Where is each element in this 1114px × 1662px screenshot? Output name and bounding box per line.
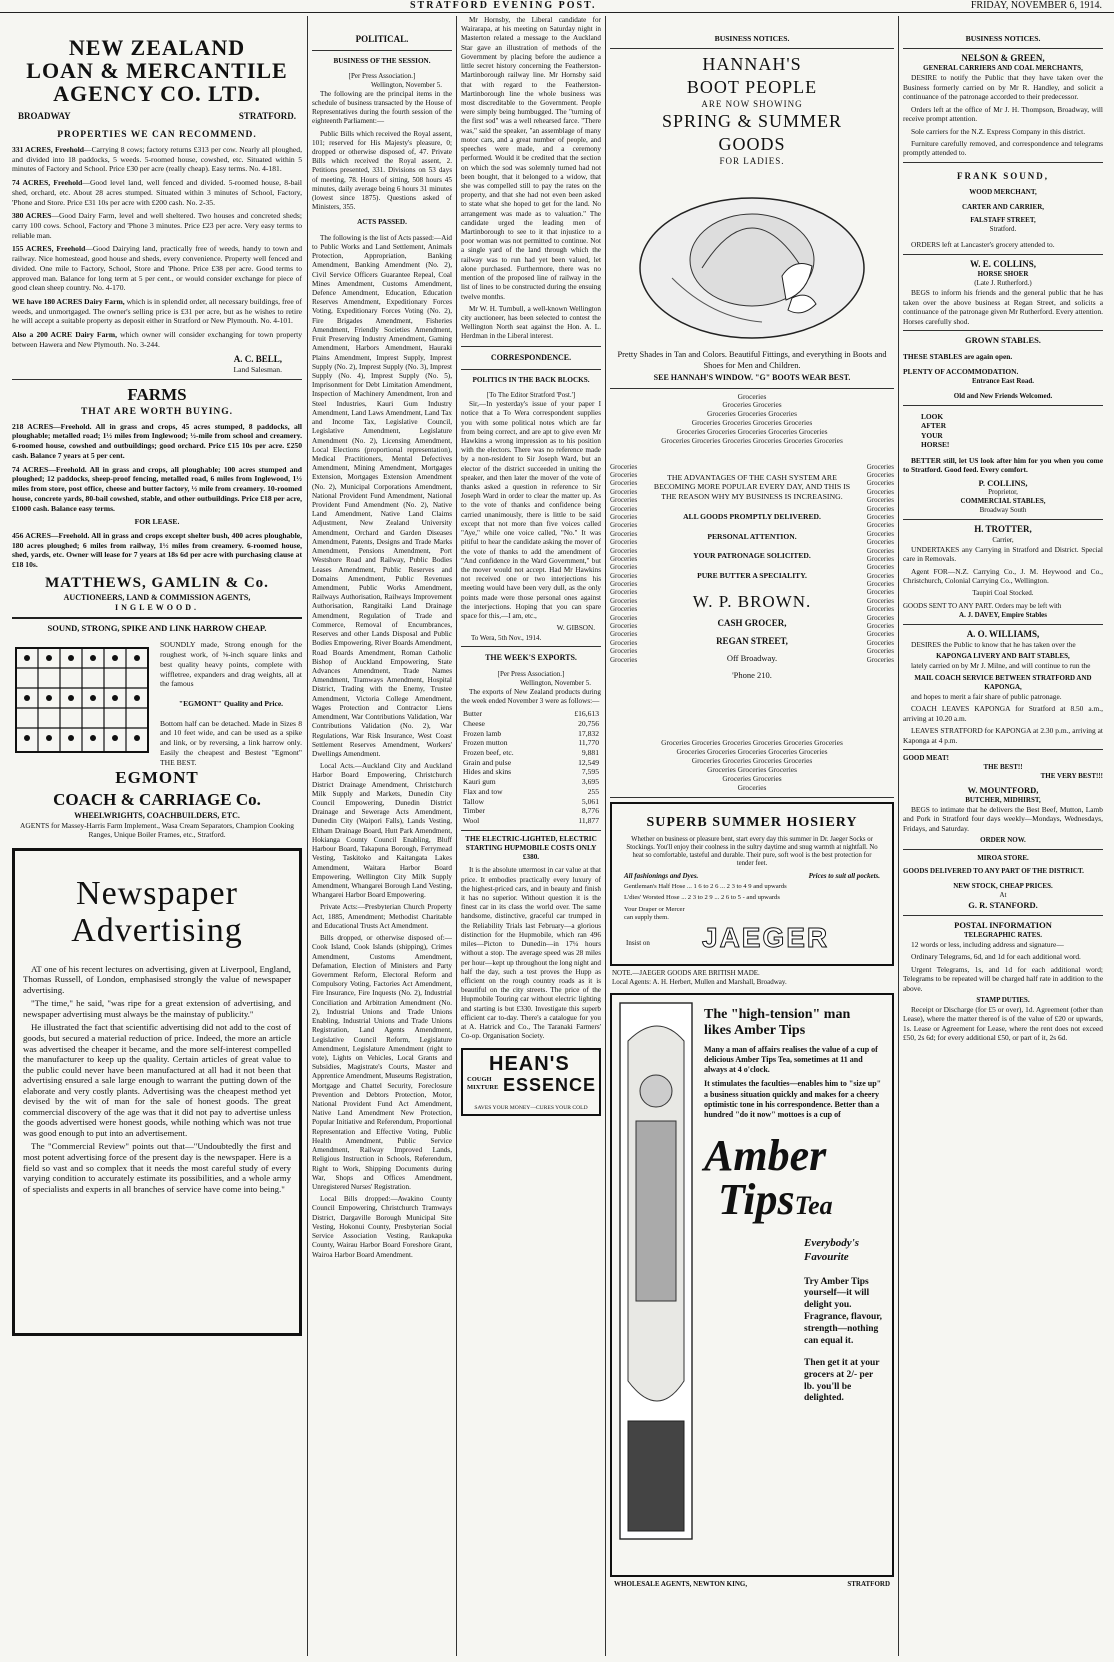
williams-coach-2: LEAVES STRATFORD for KAPONGA at 2.30 p.m., arriving at Kaponga at 4 p.m. — [903, 726, 1103, 745]
divider — [903, 749, 1103, 750]
collins2-name: P. COLLINS, — [978, 477, 1028, 488]
telegraphic-rule: 12 words or less, including address and signature— — [911, 939, 1064, 949]
grocer-text-4: YOUR PATRONAGE SOLICITED. — [693, 551, 811, 561]
article-para: AT one of his recent lectures on advertising, given at Liverpool, England, Thomas Russell, of London, emphasised strongly the value of newspaper advertising. — [23, 963, 291, 995]
groceries-pattern-bottom: Groceries Groceries Groceries Groceries Groceries Groceries Groceries Groceries Groceries Groceries Groceries Groceries Groceries Groceries Groceries Groceries Groceries Groceries Groceries Groceries Groceries — [661, 738, 843, 792]
heans-title: HEAN'S — [489, 1052, 570, 1075]
article-para: The following is the list of Acts passed:—Aid to Public Works and Land Settlement, Animals Protection, Appropriation, Banking Amendment, Banking Amendment (No. 2), Civil Service Officers Guarantee Repeal, Coal Mines Amendment, Customs Amendment, Defence Amendment, Education, Education Reserves Amendment, Expeditionary Forces Voting, Expeditionary Forces Voting (No. 2), Fire Brigades Amendment, Fisheries Amendment, Friendly Societies Amendment, Fruit Preserving Industry Amendment, Gaming Amendment, Harbors Amendment, Hauraki Plains Amendment, Imprest Supply, Imprest Supply (No. 2), Imprest Supply (No. 3), Imprest Supply (No. 4), Imprest Supply (No. 5), Imprisonment for Debt Limitation Amendment, Inspection of Machinery Amendment, Iron and Steel Industries, Kauri Gum Industry Amendment, Land Laws Amendment, Land Tax and Income Tax, Legislative Council, Legislative Amendment, Legislature Amendment (No. 2), Licensing Amendment, Local Elections (proportional representation), Medical Practitioners, Mental Defectives Amendment, Mining Amendment, Mortgages Extension, Mortgages Extension Amendment (No. 2), Municipal Corporations Amendment, National Provident Fund Amendment, National Provident Fund Amendment (No. 2), Native Land Amendment, Native Land Claims Adjustment, New Zealand University Amendment, Orchard and Garden Diseases Amendment, Patents, Designs and Trade Marks Amendment, Pensions Amendment, Port Westshore Road and Railway, Public Bodies Leases Amendment, Public Reserves and Domains Amendment, Public Revenues Amendment, Public Works Amendment, Railways Authorisation, Railways Improvement Authorisation, Rangitaiki Land Drainage Amendment, Regulation of Trade and Commerce, Removal of Encumbrances, Reserves and other Lands Disposal and Public Bodies Empowering, River Boards Amendment, Road Boards Amendment, Roman Catholic Bishop of Auckland Empowering, State Advances Amendment, Trade Names Amendment, Tramways Amendment, Hospital District, Trading with the Enemy, Trustee Amendment, Victoria College Amendment, Wages Protection and Contractor Liens Amendment, War Contributions Validation, War Contributions Validation (No. 2), War Regulations, War Risk Insurance, West Coast Settlement Reserves Amendment, Workers' Dwellings Amendment. — [312, 233, 452, 758]
trotter-goods: GOODS SENT TO ANY PART. Orders may be left with — [903, 601, 1062, 610]
exports-table — [461, 709, 601, 826]
export-value: 8,776 — [581, 806, 599, 816]
grown-entrance: Entrance East Road. — [971, 376, 1035, 385]
amber-para-4: Then get it at your grocers at 2/- per lb. you'll be delighted. — [804, 1357, 880, 1404]
stamp-rule: Receipt or Discharge (for £5 or over), 1d. Agreement (other than Lease), where the matter thereof is of the value of £20 or upwards, 1s. Lease or Agreement for Lease, where the rent does not exceed £50, 2s 6d; for every additional £50, or part of it, 2s 6d. — [903, 1005, 1103, 1043]
property-item: 331 ACRES, Freehold—Carrying 8 cows; factory returns £313 per cow. Nearly all ploughed, and divided into 18 paddocks, 5 weeds. 5-roomed house, cowshed, etc. Situated within 5 minutes of Factory and School. Price £30 per acre (really cheap). Easy terms. No. 4-181. — [12, 144, 302, 174]
telegraphic-rule: Urgent Telegrams, 1s, and 1d for each additional word; Telegrams to be repeated will be charged half rate in addition to the above. — [903, 964, 1103, 993]
export-item: Frozen beef, etc. — [463, 747, 514, 757]
jaeger-draper: Your Draper or Mercer can supply them. — [624, 905, 685, 922]
column-4 — [610, 16, 894, 1656]
hannah-line-1: HANNAH'S — [702, 53, 802, 74]
harrow-heading: SOUND, STRONG, SPIKE AND LINK HARROW CHEAP. — [47, 623, 267, 634]
good-meat: GOOD MEAT! — [903, 754, 949, 763]
jaeger-title: SUPERB SUMMER HOSIERY — [646, 814, 858, 830]
hupmobile-heading: THE ELECTRIC-LIGHTED, ELECTRIC STARTING HUPMOBILE COSTS ONLY £380. — [465, 834, 597, 862]
export-item: Tallow — [463, 796, 484, 806]
firm-matthews-loc: INGLEWOOD. — [114, 603, 199, 613]
lease-heading: FOR LEASE. — [134, 517, 180, 527]
divider — [610, 797, 894, 798]
telegraphic-heading: TELEGRAPHIC RATES. — [963, 930, 1043, 939]
correspondence-date: To Wera, 5th Nov., 1914. — [471, 633, 542, 642]
property-item: 380 ACRES—Good Dairy Farm, level and well sheltered. Two houses and concreted sheds; carry 100 cows. School, Factory and 'Phone 3 minutes. Price £23 per acre. Very easy terms to reliable man. — [12, 211, 302, 240]
export-item: Kauri gum — [463, 777, 496, 787]
hannah-line-2: BOOT PEOPLE — [686, 76, 818, 97]
loan-loc-right: STRATFORD. — [238, 111, 296, 122]
exports-row — [461, 729, 601, 739]
farm-item: 74 ACRES—Freehold. All in grass and crops, all ploughable; 100 acres stumped and ploughed; 12 paddocks, sheep-proof fencing, metalled road, 6 miles from Inglewood, 1½ miles from store, post office, cheese and butter factory, ½ mile from creamery. 10-roomed house, concrete yards, 80-bail cowshed, stable, and other outbuildings. Price £18 per acre, £1000 cash. Balance easy terms. — [12, 464, 302, 513]
loan-name-3: AGENCY CO. LTD. — [53, 81, 261, 107]
divider — [610, 388, 894, 389]
firm-matthews: MATTHEWS, GAMLIN & Co. — [45, 574, 269, 591]
column-3 — [461, 16, 601, 1656]
column-rule — [307, 16, 308, 1656]
farms-subheading: THAT ARE WORTH BUYING. — [80, 406, 234, 417]
williams-name: A. O. WILLIAMS, — [966, 628, 1040, 639]
divider — [461, 369, 601, 370]
amber-footer — [614, 1580, 890, 1589]
amber-footer-left: WHOLESALE AGENTS, NEWTON KING, — [614, 1579, 748, 1588]
exports-row — [461, 719, 601, 729]
the-very-best: THE VERY BEST!!! — [1040, 772, 1103, 781]
hannah-line-3: ARE NOW SHOWING — [701, 98, 803, 109]
collins-sub: HORSE SHOER — [977, 270, 1029, 279]
nelson-body: Sole carriers for the N.Z. Express Company in this district. — [911, 126, 1086, 136]
williams-body: DESIRES the Public to know that he has taken over the — [911, 640, 1076, 650]
harrow-illustration — [12, 642, 152, 760]
export-item: Frozen mutton — [463, 738, 508, 748]
firm-egmont-2: COACH & CARRIAGE Co. — [53, 790, 261, 809]
heans-mixture: MIXTURE — [467, 1083, 499, 1091]
export-value: 9,881 — [581, 747, 599, 757]
trotter-agents: Agent FOR—N.Z. Carrying Co., J. M. Heywood and Co., Christchurch, Colonial Carrying Co., Wellington. — [903, 566, 1103, 586]
trotter-body: UNDERTAKES any Carrying in Stratford and District. Special care in Removals. — [903, 544, 1103, 564]
at: At — [999, 891, 1007, 900]
export-item: Wool — [463, 815, 480, 825]
grocer-off: Off Broadway. — [726, 653, 778, 664]
article-title-2: Advertising — [71, 912, 243, 950]
exports-row — [461, 738, 601, 748]
divider — [903, 624, 1103, 625]
article-para: Public Bills which received the Royal assent, 101; reserved for His Majesty's pleasure, 0; dropped or otherwise disposed of, 47. Private Bills which received the Royal assent, 2. Petitions presented, 331. Divisions on 53 days of meeting, 78. Hours of sitting, 508 hours 45 minutes, daily average being 6 hours 31 minutes (lowest since 1875). Questions asked of Ministers, 355. — [312, 129, 452, 212]
column-rule — [605, 16, 606, 1656]
export-value: 11,877 — [578, 815, 599, 825]
look-4: HORSE! — [921, 440, 950, 450]
grocer-text-2: ALL GOODS PROMPTLY DELIVERED. — [683, 511, 821, 521]
postal-heading: POSTAL INFORMATION — [954, 919, 1052, 930]
acts-heading: ACTS PASSED. — [357, 218, 407, 227]
nelson-sub: GENERAL CARRIERS AND COAL MERCHANTS, — [923, 64, 1083, 73]
ladies-hat-illustration — [632, 168, 872, 350]
grocer-phone: 'Phone 210. — [732, 670, 772, 681]
divider — [12, 617, 302, 619]
correspondence-subheading: POLITICS IN THE BACK BLOCKS. — [472, 375, 590, 384]
jaeger-row-2: L'dies' Worsted Hose ... 2 3 to 2 9 ... 2 6 to 5 - and upwards — [624, 893, 780, 901]
article-para: Private Acts:—Presbyterian Church Property Act, 1885, Amendment; Methodist Charitable and Educational Trusts Act Amendment. — [312, 903, 452, 930]
look-2: AFTER — [921, 421, 947, 431]
jaeger-hosiery-ad — [610, 802, 894, 966]
hannah-footer: SEE HANNAH'S WINDOW. "G" BOOTS WEAR BEST. — [653, 373, 851, 383]
trotter-name: H. TROTTER, — [974, 524, 1032, 535]
column-rule — [456, 16, 457, 1656]
exports-row — [461, 787, 601, 797]
dateline: Wellington, November 5. — [371, 80, 442, 89]
newspaper-advertising-article — [12, 848, 302, 1336]
loan-agency-ad — [12, 36, 302, 375]
article-para: He illustrated the fact that scientific advertising did not add to the cost of goods, but secured a material reduction of price. Indeed, the more an article was advertised the cheaper it became, and the more self-interest compelled the manufacturer to keep up the quality. Certain articles of great value to the public could never have been manufactured at all had it not been that advertising ensured a sale large enough to warrant the putting down of the elaborate and very costly plants. Advertising was the cheapest method yet devised by the wit of man for the sale of honest goods. The great commercial discovery of the age was that it did not pay to advertise unless the goods advertised were honest goods, while nothing which was not true was good enough to put into an advertisement. — [23, 1022, 291, 1138]
divider — [903, 519, 1103, 520]
hannah-caption: Pretty Shades in Tan and Colors. Beautiful Fittings, and everything in Boots and Shoes for Men and Children. — [617, 349, 887, 370]
collins-late: (Late J. Rutherford.) — [974, 279, 1032, 288]
amber-footer-right: STRATFORD — [847, 1579, 890, 1588]
mountford-body: BEGS to intimate that he delivers the Best Beef, Mutton, Lamb and Pork in Stratford four days weekly—Mondays, Wednesdays, Fridays, and Saturday. — [903, 804, 1103, 833]
divider — [461, 646, 601, 647]
exports-row — [461, 748, 601, 758]
the-best: THE BEST!! — [983, 763, 1023, 772]
article-para: The "Commercial Review" points out that—"Undoubtedly the first and most potent advertising force of the present day is the newspaper. Here is a field so vast and so complex that it needs the most careful study of every varying condition to accurately estimate its possibilities, and a whole army of specialists and experts in all branches of service have come into being." — [23, 1141, 291, 1194]
order-now: ORDER NOW. — [980, 836, 1026, 845]
look-3: YOUR — [921, 430, 943, 440]
amber-para-2: It stimulates the faculties—enables him to "size up" a business situation quickly and makes for a cheery optimistic tone in his correspondence. Better than a hundred "do it now" mottoes is a cup of — [704, 1079, 882, 1120]
property-item: WE have 180 ACRES Dairy Farm, which is in splendid order, all necessary buildings, free of weeds, and unmortgaged. The owner's selling price is £31 per acre, but as he wishes to retire he will accept a suitable property as deposit either in Stratford or New Plymouth. No. 4-101. — [12, 297, 302, 326]
farm-item: 218 ACRES—Freehold. All in grass and crops, 45 acres stumped, 8 paddocks, all ploughable; metalled road; 1½ miles from Inglewood; ½-mile from school and creamery. 6-roomed house, cowshed and outbuildings; good orchard. Price £15 10s per acre. £250 cash. Balance 7 years at 5 per cent. — [12, 421, 302, 460]
amber-para-3: Try Amber Tips yourself—it will delight you. Fragrance, flavour, strength—nothing can equal it. — [804, 1276, 883, 1346]
masthead — [0, 0, 1114, 13]
export-item: Frozen lamb — [463, 728, 502, 738]
divider — [903, 254, 1103, 255]
loan-location — [18, 111, 296, 123]
divider — [903, 48, 1103, 49]
collins-name: W. E. COLLINS, — [970, 258, 1036, 269]
grocer-trade: CASH GROCER, — [717, 618, 787, 629]
divider — [903, 330, 1103, 331]
stanford-name: G. R. STANFORD. — [968, 900, 1038, 911]
groceries-left-column: Groceries Groceries Groceries Groceries Groceries Groceries Groceries Groceries Groceries Groceries Groceries Groceries Groceries Groceries Groceries Groceries Groceries Groceries Groceries Groceries Groceries Groceries Groceries Groceries — [610, 462, 638, 664]
nelson-name: NELSON & GREEN, — [961, 52, 1045, 63]
harrow-text-1: SOUNDLY made, Strong enough for the roughest work, of ⅝-inch square links and best quality heavy points, complete with wiffletree, expanders and drag weights, all at the famous — [160, 640, 302, 689]
jaeger-prices: Prices to suit all pockets. — [808, 872, 880, 881]
harrow-text-2: Bottom half can be detached. Made in Sizes 8 and 10 feet wide, and can be used as a spike and link, or by reversing, a link harrow only. Easily the cheapest and Bestest "Egmont" THE BEST. — [160, 718, 302, 767]
exports-row — [461, 758, 601, 768]
political-heading: POLITICAL. — [355, 34, 409, 44]
telegraphic-rule: Ordinary Telegrams, 6d, and 1d for each additional word. — [911, 952, 1081, 962]
collins-body: BEGS to inform his friends and the general public that he has taken over the above business at Regan Street, and solicits a continuance of the patronage given Mr Rutherford. Every attention. Horses carefully shod. — [903, 288, 1103, 326]
export-item: Hides and skins — [463, 767, 512, 777]
divider — [312, 50, 452, 51]
property-item: Also a 200 ACRE Dairy Farm, which owner will consider exchanging for town property between Hawera and New Plymouth. No. 3-244. — [12, 330, 302, 349]
article-para: Local Acts.—Auckland City and Auckland Harbor Board Empowering, Christchurch District Drainage Amendment, Christchurch Milk Supply and Markets, Dunedin City Council Empowering, Dunedin District Drainage and Sewerage Acts Amendment, Dunedin City (Waipori Falls), Lands Vesting, Eltham Drainage Board, Hutt Park Amendment, Hokianga County Council Enabling, Bluff Harbour Board, Takapuna Borough, Ferrymead Vesting, Taskitoko and Kaitangata Lakes Amendment, Waitara Harbor Board Empowering, Wellington City Milk Supply Amendment, Whangarei Borough Land Vesting, Whangarei Harbor Board Empowering. — [312, 762, 452, 900]
mountford-name: W. MOUNTFORD, — [967, 785, 1039, 796]
export-value: 255 — [587, 786, 599, 796]
loan-name-1: NEW ZEALAND — [68, 35, 246, 60]
nelson-body: Orders left at the office of Mr J. H. Thompson, Broadway, will receive prompt attention. — [903, 104, 1103, 124]
exports-row — [461, 816, 601, 826]
trotter-sub: Carrier, — [992, 535, 1014, 544]
jaeger-note: NOTE.—JAEGER GOODS ARE BRITISH MADE. — [612, 968, 760, 977]
article-para: Mr W. H. Turnbull, a well-known Wellington city auctioneer, has been selected to contest the Wellington North seat against the Hon. A. L. Herdman in the Liberal interest. — [461, 304, 601, 341]
exports-row — [461, 777, 601, 787]
export-value: 20,756 — [578, 718, 599, 728]
frank-name: FRANK SOUND, — [956, 170, 1049, 181]
grocer-name: W. P. BROWN. — [692, 591, 812, 611]
divider — [903, 915, 1103, 916]
amber-para-1: Many a man of affairs realises the value of a cup of delicious Amber Tips Tea, sometimes at 11 and always at 4 o'clock. — [704, 1044, 878, 1075]
export-item: Cheese — [463, 718, 485, 728]
williams-coach: MAIL COACH SERVICE BETWEEN STRATFORD AND KAPONGA, — [914, 673, 1092, 691]
exports-row — [461, 806, 601, 816]
article-para: Bills dropped, or otherwise disposed of:—Cook Island, Cook Islands (shipping), Crimes Amendment, Customs Amendment, Defamation, Election of Ministers and Party Government Reform, Electoral Reform and Compulsory Voting, Factories Act Amendment, Fire Insurance, Fire Inquests (No. 2), Industrial Conciliation and Arbitration Amendment (No. 2), Industrial Unions and Trade Unions Enabling, Industrial Unions and Trade Unions Registration, Land Agents Amendment, Legislative Council Reform, Legislature Amendment, Legislature Amendment (right to vote), Lights on Vehicles, Local Grants and Subsidies, Magistrate's Courts, Master and Apprentice Amendment, Museums Registration, Mortgage and Chattel Security, Foreclosure Prevention and Debtors Protection, Motor, National Provident Fund Act Amendment, Native Land Amendment New Protection, Popular Initiative and Referendum, Proportional Representation and Effective Voting, Public Health Amendment, Public Service Amendment, Railway Improved Lands, Religious Instruction in Schools, Referendum, Right to Work, Shipping Documents during War, Shops and Offices Amendment, Unregistered Nurses' Registration. — [312, 934, 452, 1192]
jaeger-row-1: Gentleman's Half Hose ... 1 6 to 2 6 ... 2 3 to 4 9 and upwards — [624, 883, 787, 891]
exports-row — [461, 767, 601, 777]
property-item: 74 ACRES, Freehold—Good level land, well fenced and divided. 5-roomed house, 8-bail shed, orchard, etc. About 28 acres stumped. Situated within 3 minutes of School, Factory, 'Phone and Store. Price £31 10s per acre with £200 cash. No. 2-35. — [12, 178, 302, 207]
firm-egmont-agents: AGENTS for Massey-Harris Farm Implement., Wasa Cream Separators, Champion Cooking Ranges, Unique Boiler Frames, etc., Stratford. — [20, 820, 294, 840]
jaeger-agents: Local Agents: A. H. Herbert, Mullen and Marshall, Broadway. — [612, 977, 787, 986]
press-association: [Per Press Association.] — [348, 71, 416, 80]
article-para: Mr Hornsby, the Liberal candidate for Wairarapa, at his meeting on Saturday night in Masterton related a message to the Auckland Star gave an illustration of methods of the Government by placing before the audience a little secret history concerning the Featherston-Martinborough railway line. Mr Hornsby said that with regard to the Featherston-Martinborough line the whole business was most discreditable to the Government. People were simply being humbugged. The "turning of the first sod" was a well rehearsed farce. "There was," said the speaker, "an assemblage of many motor cars, and a great number of people, and speeches were made, and a ceremony performed. Would it be credited that the section on which the sod was solemnly turned had not been bought, that it belonged to a widow, that she was compelled still to pay the rates on the property, and that she had not even been asked to state what she hoped to get for the land. No arrangement was made as to valuation." The candidate urged the leading men of Martinborough to see to it that injustice to a poor woman was not permitted to continue. Not a single yard of the land through which the railway was to run had yet been valued, let alone purchased. Furthermore, there was no mention of the proposed line of railway in the list of lines to be constructed during the ensuing twelve months. — [461, 16, 601, 301]
article-para: The exports of New Zealand products during the week ended November 3 were as follows:— — [461, 687, 601, 705]
export-value: 3,695 — [581, 777, 599, 787]
frank-sub-4: Stratford. — [989, 225, 1017, 234]
correspondence-signature: W. GIBSON. — [556, 624, 595, 633]
exports-press: [Per Press Association.] — [497, 669, 565, 678]
williams-body-3: and hopes to merit a fair share of public patronage. — [911, 691, 1062, 701]
divider — [610, 48, 894, 49]
firm-matthews-sub: AUCTIONEERS, LAND & COMMISSION AGENTS, — [63, 593, 251, 602]
williams-coach-1: COACH LEAVES KAPONGA for Stratford at 8.50 a.m., arriving at 10.20 a.m. — [903, 704, 1103, 723]
groceries-right-column: Groceries Groceries Groceries Groceries Groceries Groceries Groceries Groceries Groceries Groceries Groceries Groceries Groceries Groceries Groceries Groceries Groceries Groceries Groceries Groceries Groceries Groceries Groceries Groceries — [866, 462, 894, 664]
williams-body-2: lately carried on by Mr J. Milne, and will continue to run the — [911, 661, 1091, 671]
lease-text: 456 ACRES—Freehold. All in grass and crops except shelter bush, 400 acres ploughable, 180 acres ploughed; 6 miles from railway, 1½ miles from creamery. 6-roomed house, shed, yards, etc. Owner will lease for 7 years at 18s 6d per acre with purchasing clause at £18 10s. — [12, 530, 302, 570]
heans-cough: COUGH — [467, 1075, 492, 1083]
correspondence-to: [To The Editor Stratford 'Post.'] — [486, 391, 576, 400]
amber-fav-2: Favourite — [804, 1251, 849, 1264]
export-value: 11,770 — [578, 738, 599, 748]
loan-name-2: LOAN & MERCANTILE — [26, 58, 288, 84]
correspondence-heading: CORRESPONDENCE. — [490, 352, 572, 362]
farms-ad — [12, 384, 302, 614]
loan-heading: PROPERTIES WE CAN RECOMMEND. — [57, 129, 257, 140]
exports-row — [461, 709, 601, 719]
grown-plenty: PLENTY OF ACCOMMODATION. — [903, 367, 1019, 377]
heans-sub: SAVES YOUR MONEY—CURES YOUR COLD — [474, 1105, 588, 1112]
goods-delivered: GOODS DELIVERED TO ANY PART OF THE DISTRICT. — [903, 867, 1084, 876]
export-value: 7,595 — [581, 767, 599, 777]
stamp-heading: STAMP DUTIES. — [976, 996, 1030, 1005]
jaeger-insist: Insist on — [626, 938, 650, 947]
amber-headline-1: The "high-tension" man — [704, 1006, 851, 1022]
exports-row — [461, 797, 601, 807]
divider — [12, 379, 302, 380]
trotter-stock: Taupiri Coal Stocked. — [972, 588, 1034, 597]
groceries-ad — [610, 393, 894, 793]
look-1: LOOK — [921, 411, 944, 421]
grocer-text-1: THE ADVANTAGES OF THE CASH SYSTEM ARE BECOMING MORE POPULAR EVERY DAY, AND THIS IS THE REASON WHY MY BUSINESS IS INCREASING. — [653, 472, 851, 502]
grocer-text-5: PURE BUTTER A SPECIALITY. — [697, 570, 807, 580]
heans-essence-ad — [461, 1048, 601, 1116]
column-1 — [12, 16, 302, 1656]
harrow-quote: "EGMONT" Quality and Price. — [178, 698, 284, 708]
divider — [903, 849, 1103, 850]
divider — [903, 162, 1103, 163]
grown-friends: Old and New Friends Welcomed. — [953, 391, 1053, 400]
article-title-1: Newspaper — [76, 874, 238, 912]
mountford-sub: BUTCHER, MIDHIRST, — [965, 795, 1041, 804]
export-item: Flax and tow — [463, 786, 503, 796]
hannah-line-5: GOODS — [718, 134, 786, 155]
amber-headline-2: likes Amber Tips — [704, 1022, 806, 1038]
export-value: 12,549 — [578, 757, 599, 767]
article-para: Sir,—In yesterday's issue of your paper I notice that a To Wera correspondent supplies you with some political notes which are far from being correct, and are apt to give even Mr Hawkins a wrong impression as to his position with the electors. There was no reference made by a non-resident to Sir Joseph Ward, but an elector of the district succeeded in uniting the speaker, and then later the mover of the vote of thanks asked a question in reference to Sir Joseph Ward in order to clear the matter up. As to the vote of thanks and confidence being carried unanimously, there is little to be said except that not more than five voices called "Aye," while one voice called, "No." It was pitiful to hear the candidate asking the mover of the vote of thanks to add the amendment of "And confidence in the Ward Government," but the mover would not accept. Had Mr Hawkins not received one or two interjections his meeting would have been very dull, as the only points made were those personal ones against the interjections. Hoping that you can spare space for this,—I am, etc., — [461, 400, 601, 621]
export-value: £16,613 — [574, 709, 599, 719]
jaeger-brand: JAEGER — [702, 921, 830, 953]
divider — [903, 405, 1103, 406]
collins2-sub: Proprietor, — [988, 488, 1018, 497]
grocer-panel — [650, 473, 854, 682]
property-item: 155 ACRES, Freehold—Good Dairying land, practically free of weeds, handy to town and railway. Nice homestead, good house and sheds, every convenience. Property well fenced and divided. One mile to Factory, School, Store and 'Phone. Price £38 per acre. Good terms to approved man. Balance for long term at 5 per cent., or would consider exchange for piece of good clean sheep country. No. 4-170. — [12, 244, 302, 293]
better-body: BETTER still, let US look after him for you when you come to Stratford. Good feed. Every comfort. — [903, 455, 1103, 475]
column-5 — [903, 16, 1103, 1656]
export-value: 5,061 — [581, 796, 599, 806]
masthead-date: FRIDAY, NOVEMBER 6, 1914. — [970, 0, 1102, 11]
hannah-line-6: FOR LADIES. — [719, 156, 785, 167]
frank-orders: ORDERS left at Lancaster's grocery attended to. — [911, 240, 1055, 250]
column-rule — [898, 16, 899, 1656]
grocer-text-3: PERSONAL ATTENTION. — [707, 531, 797, 541]
tea-tin-illustration — [618, 1001, 694, 1541]
williams-stables: KAPONGA LIVERY AND BAIT STABLES, — [936, 652, 1070, 661]
article-para: "The time," he said, "was ripe for a great extension of advertising, and newspaper advertising must always be the mainstay of publicity." — [23, 998, 291, 1019]
export-item: Timber — [463, 806, 486, 816]
export-item: Butter — [463, 709, 482, 719]
grown-body: THESE STABLES are again open. — [903, 351, 1013, 361]
firm-egmont-sub: WHEELWRIGHTS, COACHBUILDERS, ETC. — [74, 810, 240, 820]
frank-sub-1: WOOD MERCHANT, — [969, 188, 1037, 197]
groceries-pattern: Groceries Groceries Groceries Groceries Groceries Groceries Groceries Groceries Groceries Groceries Groceries Groceries Groceries Groceries Groceries Groceries Groceries Groceries Groceries Groceries Groceries — [661, 391, 843, 445]
hannah-line-4: SPRING & SUMMER — [661, 111, 843, 132]
amber-brand-1: Amber — [704, 1131, 827, 1181]
business-notices-heading-2: BUSINESS NOTICES. — [965, 34, 1041, 43]
session-heading: BUSINESS OF THE SESSION. — [333, 56, 431, 65]
collins2-stables: COMMERCIAL STABLES, — [960, 497, 1046, 506]
nelson-body: DESIRE to notify the Public that they have taken over the Business formerly carried on by Mr R. Handley, and solicit a continuance of the patronage accorded to their predecessor. — [903, 73, 1103, 102]
firm-egmont: EGMONT — [115, 768, 199, 788]
jaeger-subline — [624, 872, 880, 881]
nelson-body: Furniture carefully removed, and correspondence and telegrams promptly attended to. — [903, 139, 1103, 158]
divider — [461, 830, 601, 831]
amber-tips-ad — [610, 993, 894, 1577]
amber-fav-1: Everybody's — [804, 1237, 859, 1250]
business-notices-heading: BUSINESS NOTICES. — [714, 34, 790, 43]
exports-heading: THE WEEK'S EXPORTS. — [485, 653, 577, 663]
exports-dateline: Wellington, November 5. — [520, 678, 591, 687]
heans-essence: ESSENCE — [503, 1074, 597, 1095]
jaeger-all: All fashionings and Dyes. — [624, 872, 699, 881]
jaeger-text: Whether on business or pleasure bent, start every day this summer in Dr. Jaeger Socks or Stockings. You'll enjoy their coolness in the sultry daytime and snug warmth at nightfall. No heat so comfortable, tasteful and durable. Their pure, soft wool is the best protection for tender feet. — [626, 835, 878, 867]
column-2 — [312, 16, 452, 1656]
article-para: The following are the principal items in the schedule of business transacted by the House of Representatives during the fourth session of the eighteenth Parliament:— — [312, 89, 452, 126]
loan-loc-left: BROADWAY — [18, 111, 71, 122]
article-para: Local Bills dropped:—Awakino County Council Empowering, Christchurch Tramways District, Dargaville Borough Municipal Site Vesting, Hokonui County, Presbyterian Social Service Association Vesting, Raukapuka County, Wairau Harbor Board Foreshore Grant, Wairoa Harbor Board Amendment. — [312, 1195, 452, 1259]
harrow-ad — [12, 623, 302, 839]
collins2-loc: Broadway South — [979, 506, 1027, 515]
divider — [461, 346, 601, 347]
hannahs-ad — [610, 53, 894, 384]
trotter-davey: A. J. DAVEY, Empire Stables — [959, 610, 1047, 619]
export-value: 17,832 — [578, 728, 599, 738]
frank-sub-3: FALSTAFF STREET, — [970, 216, 1036, 225]
grocer-street: REGAN STREET, — [716, 635, 788, 646]
loan-signature: A. C. BELL, — [233, 353, 282, 364]
farms-heading: FARMS — [127, 384, 187, 404]
loan-signature-title: Land Salesman. — [233, 365, 282, 375]
frank-sub-2: CARTER AND CARRIER, — [961, 203, 1044, 212]
amber-brand-2: TipsTea — [718, 1175, 833, 1225]
masthead-title: STRATFORD EVENING POST. — [410, 0, 597, 11]
article-para: It is the absolute uttermost in car value at that price. It embodies practically every luxury of the highest-priced cars, and in beauty and finish it has no superior. Without question it is the finest car in its class the world over. The same handsome, distinctive, graceful car trumped in the Reliability Trials last February—a glorious distinction for the Hupmobile, which ran 496 miles—Picton to Dunedin—in 17¼ hours without a stop. The average speed was 28 miles per hour—kept up throughout the long night and half the day, such a test proves the Hupp as efficient on the rough country roads as it is beautiful on the city streets. The price of the Hupmobile Touring car without electric lighting and starting is but £330. Investigate this superb efficient car to-day. There's a catalogue for you at A. Hatrick and Co., The Taranaki Farmers' Co-op. Organisation Society. — [461, 866, 601, 1041]
grown-heading: GROWN STABLES. — [965, 335, 1041, 346]
miroa-store: MIROA STORE. — [977, 854, 1029, 863]
new-stock: NEW STOCK, CHEAP PRICES. — [953, 882, 1053, 891]
export-item: Grain and pulse — [463, 757, 512, 767]
